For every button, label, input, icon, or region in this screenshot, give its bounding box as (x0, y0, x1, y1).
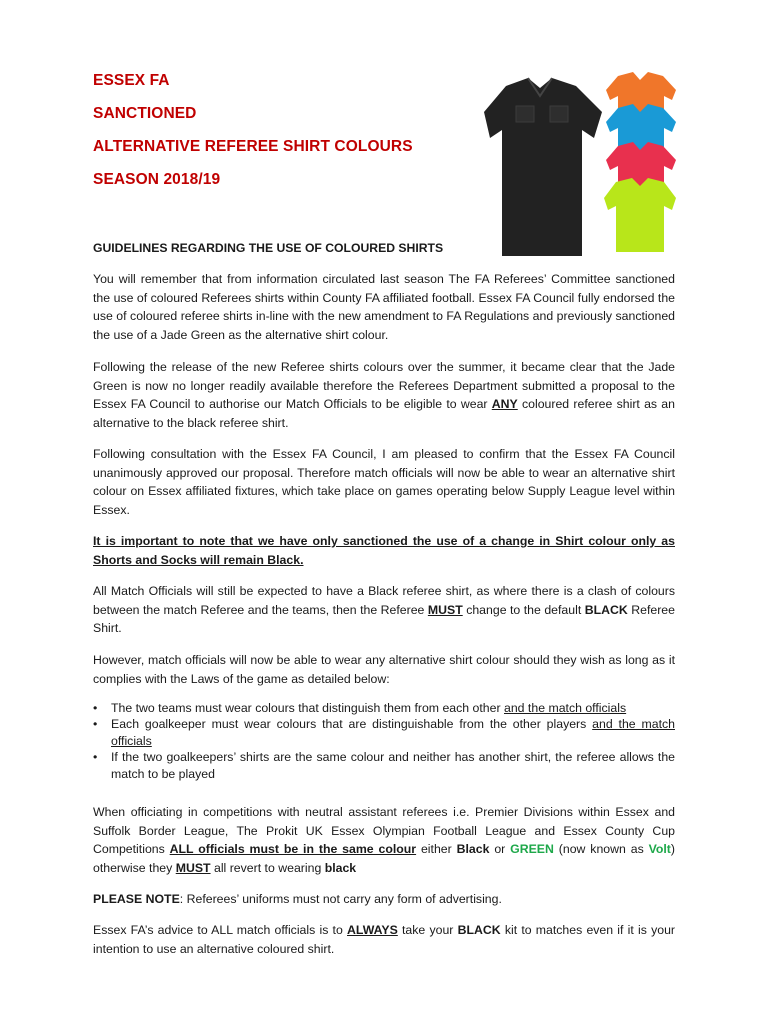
paragraph-7: When officiating in competitions with neutral assistant referees i.e. Premier Divisions within Essex and Suffolk Border League, The Prokit UK Essex Olympian Football League and Essex County Cup Competitions ALL officials must be in the same colour either Black or GREEN (now known as Volt) otherwise they MUST all revert to wearing black (93, 805, 676, 875)
title-line-3: ALTERNATIVE REFEREE SHIRT COLOURS (93, 138, 413, 155)
section-heading: GUIDELINES REGARDING THE USE OF COLOURED SHIRTS (93, 241, 444, 255)
paragraph-6: However, match officials will now be able to wear any alternative shirt colour should they wish as long as it complies with the Laws of the game as detailed below: (93, 653, 675, 686)
black-shirt-icon (484, 78, 602, 256)
referee-shirts-image (478, 66, 678, 266)
paragraph-4: It is important to note that we have only sanctioned the use of a change in Shirt colour only as Shorts and Socks will remain Black. (93, 534, 675, 567)
laws-list (93, 700, 675, 782)
paragraph-9: Essex FA’s advice to ALL match officials is to ALWAYS take your BLACK kit to matches even if it is your intention to use an alternative coloured shirt. (93, 923, 676, 956)
paragraph-3: Following consultation with the Essex FA Council, I am pleased to confirm that the Essex FA Council unanimously approved our proposal. Therefore match officials will now be able to wear an alternative shirt colour on Essex affiliated fixtures, which take place on games operating below Supply League level within Essex. (93, 447, 675, 517)
paragraph-1: You will remember that from information circulated last season The FA Referees’ Committee sanctioned the use of coloured Referees shirts within County FA affiliated football. Essex FA Council fully endorsed the use of coloured referee shirts in-line with the new amendment to FA Regulations and previously sanctioned the use of a Jade Green as the alternative shirt colour. (93, 272, 675, 342)
title-line-4: SEASON 2018/19 (93, 171, 221, 188)
paragraph-8: PLEASE NOTE: Referees’ uniforms must not carry any form of advertising. (93, 892, 502, 906)
volt-shirt-icon (604, 178, 676, 252)
title-line-1: ESSEX FA (93, 72, 170, 89)
list-item: • If the two goalkeepers’ shirts are the same colour and neither has another shirt, the referee allows the match to be played (93, 750, 675, 781)
list-item: • The two teams must wear colours that distinguish them from each other and the match officials (93, 701, 627, 715)
list-item: • Each goalkeeper must wear colours that are distinguishable from the other players and the match officials (93, 717, 675, 748)
orange-shirt-icon (606, 72, 676, 116)
paragraph-2: Following the release of the new Referee shirts colours over the summer, it became clear that the Jade Green is now no longer readily available therefore the Referees Department submitted a proposal to the Essex FA Council to authorise our Match Officials to be eligible to wear ANY coloured referee shirt as an alternative to the black referee shirt. (93, 360, 675, 430)
title-line-2: SANCTIONED (93, 105, 197, 122)
paragraph-5: All Match Officials will still be expected to have a Black referee shirt, as where there is a clash of colours between the match Referee and the teams, then the Referee MUST change to the default BLACK Referee Shirt. (93, 584, 675, 636)
